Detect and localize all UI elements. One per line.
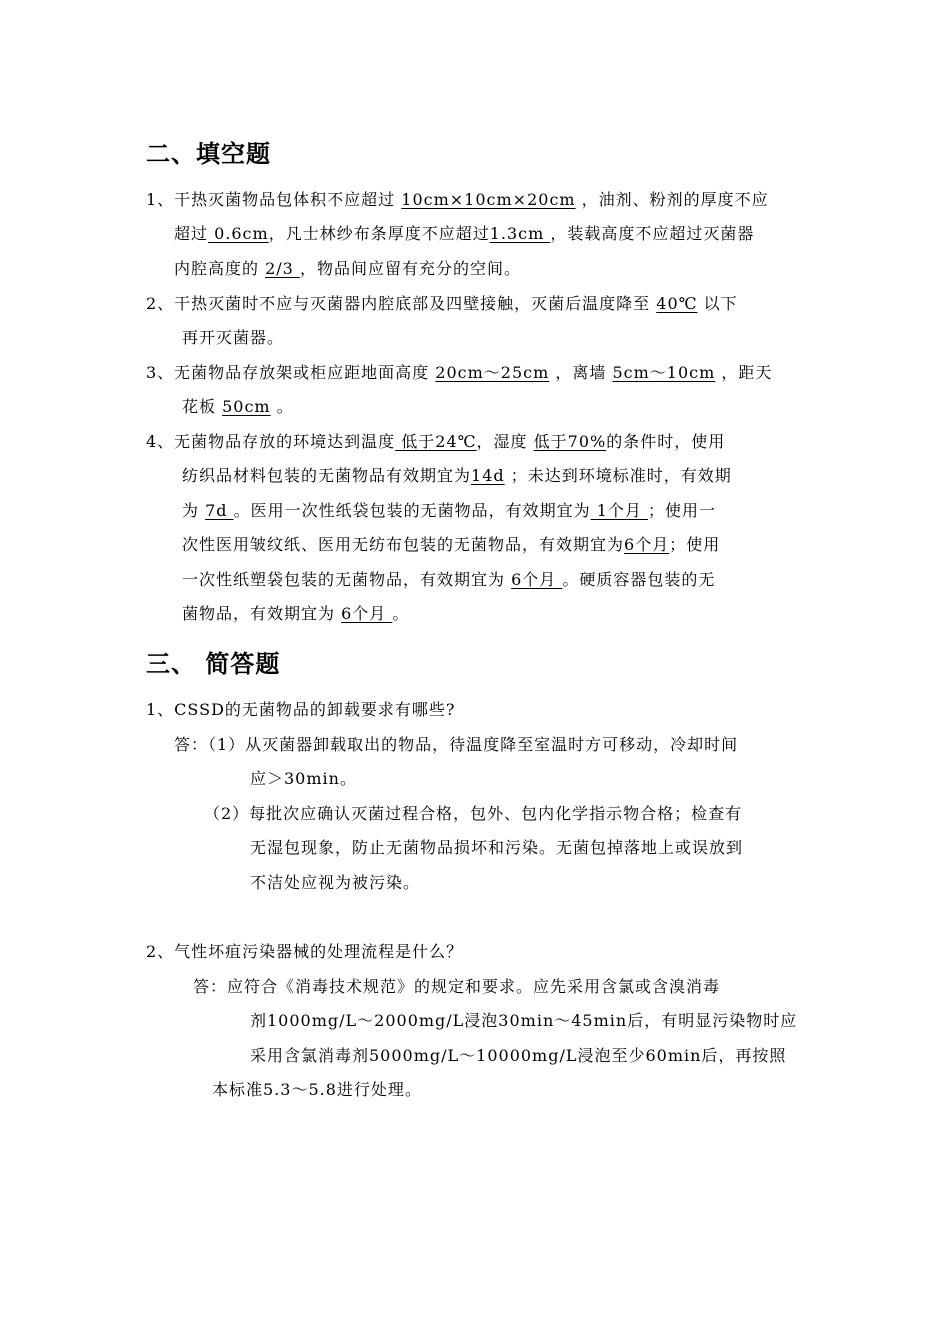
answer-blank: 低于70% — [533, 432, 607, 451]
question-line: 再开灭菌器。 — [182, 328, 285, 347]
question-line: 超过 0.6cm，凡士林纱布条厚度不应超过1.3cm ，装载高度不应超过灭菌器 — [174, 224, 755, 243]
question-line: 2、干热灭菌时不应与灭菌器内腔底部及四壁接触，灭菌后温度降至 40℃ 以下 — [146, 294, 738, 313]
answer-blank: 50cm — [222, 397, 271, 416]
answer-blank: 6个月 — [624, 535, 670, 554]
question-line: 4、无菌物品存放的环境达到温度 低于24℃，湿度 低于70%的条件时，使用 — [146, 432, 726, 451]
question-line: 3、无菌物品存放架或柜应距地面高度 20cm～25cm ，离墙 5cm～10cm ，距天 — [146, 363, 773, 382]
answer-blank: 1个月 — [590, 501, 648, 520]
answer-blank: 0.6cm — [208, 224, 269, 243]
answer-blank: 1.3cm — [489, 224, 551, 243]
answer-line: 不洁处应视为被污染。 — [250, 873, 421, 892]
answer-line: （2）每批次应确认灭菌过程合格，包外、包内化学指示物合格；检查有 — [204, 804, 743, 823]
answer-line: 本标准5.3～5.8进行处理。 — [212, 1080, 422, 1099]
question-line: 1、干热灭菌物品包体积不应超过 10cm×10cm×20cm ，油剂、粉剂的厚度不应 — [146, 190, 769, 209]
question-line: 一次性纸塑袋包装的无菌物品，有效期宜为 6个月 。硬质容器包装的无 — [182, 570, 716, 589]
question-line: 内腔高度的 2/3 ，物品间应留有充分的空间。 — [174, 259, 521, 278]
answer-blank: 14d — [471, 466, 505, 485]
answer-blank: 6个月 — [511, 570, 563, 589]
answer-blank: 7d — [205, 501, 234, 520]
answer-line: 采用含氯消毒剂5000mg/L～10000mg/L浸泡至少60min后，再按照 — [250, 1046, 787, 1065]
section-heading-short-answer: 三、 简答题 — [146, 650, 281, 678]
answer-line: 剂1000mg/L～2000mg/L浸泡30min～45min后，有明显污染物时应 — [250, 1011, 798, 1030]
answer-blank: 20cm～25cm — [435, 363, 550, 382]
section-heading-fill-in: 二、填空题 — [146, 140, 271, 168]
answer-blank: 2/3 — [265, 259, 300, 278]
answer-blank: 40℃ — [656, 294, 698, 313]
question-line: 为 7d 。医用一次性纸袋包装的无菌物品，有效期宜为 1个月 ；使用一 — [182, 501, 716, 520]
answer-blank: 10cm×10cm×20cm — [401, 190, 576, 209]
question-line: 菌物品，有效期宜为 6个月 。 — [182, 604, 410, 623]
answer-line: 应＞30min。 — [250, 769, 357, 788]
answer-line: 无湿包现象，防止无菌物品损坏和污染。无菌包掉落地上或误放到 — [250, 838, 744, 857]
answer-blank: 5cm～10cm — [612, 363, 716, 382]
question-line: 次性医用皱纹纸、医用无纺布包装的无菌物品，有效期宜为6个月；使用 — [182, 535, 721, 554]
question-line: 纺织品材料包装的无菌物品有效期宜为14d ；未达到环境标准时，有效期 — [182, 466, 732, 485]
question-text: 2、气性坏疽污染器械的处理流程是什么？ — [146, 942, 464, 961]
question-line: 花板 50cm 。 — [182, 397, 294, 416]
answer-blank: 6个月 — [341, 604, 393, 623]
answer-line: 答：应符合《消毒技术规范》的规定和要求。应先采用含氯或含溴消毒 — [193, 977, 721, 996]
answer-line: 答：（1）从灭菌器卸载取出的物品，待温度降至室温时方可移动，冷却时间 — [174, 735, 739, 754]
answer-blank: 低于24℃ — [395, 432, 477, 451]
question-text: 1、CSSD的无菌物品的卸载要求有哪些? — [146, 700, 456, 719]
